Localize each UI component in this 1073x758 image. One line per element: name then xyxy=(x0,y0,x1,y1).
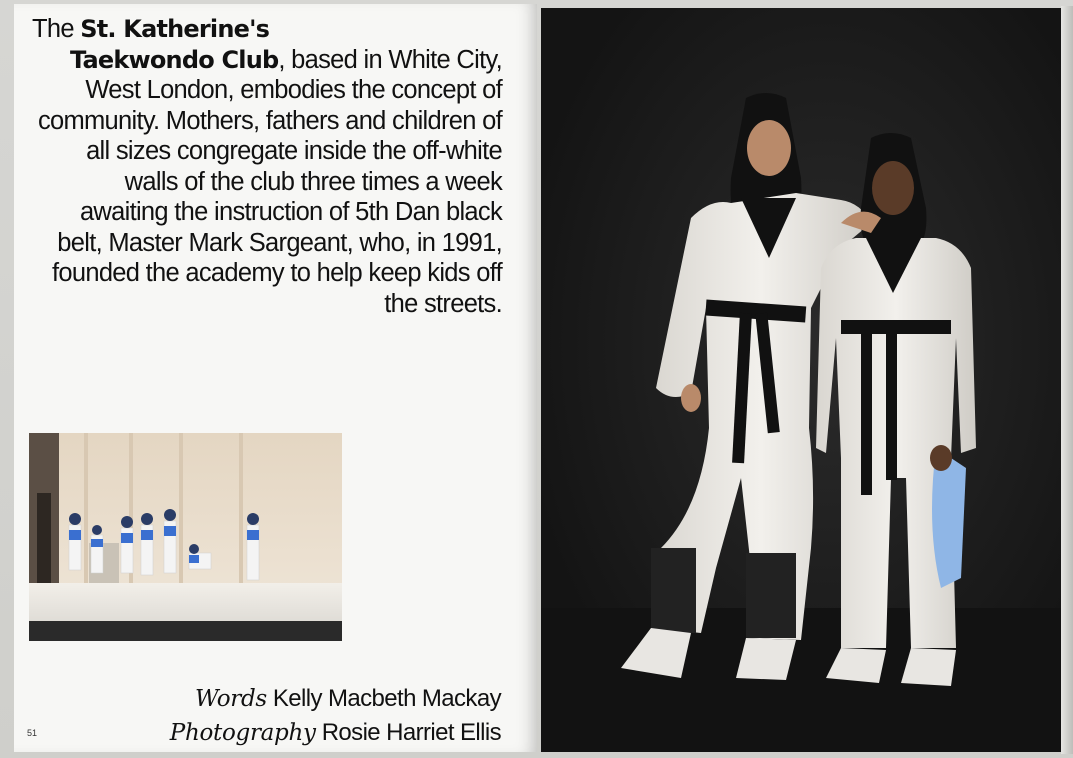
article-intro xyxy=(32,14,502,319)
page-edge xyxy=(1061,6,1073,754)
right-page-photo xyxy=(541,8,1061,752)
intro-body: , based in White City, West London, embodies the concept of community. Mothers, fathers and children of all sizes congregate inside the off-white walls of the club three times a week awaiting the instruction of 5th Dan black belt, Master Mark Sargeant, who, in 1991, founded the academy to help keep kids off the streets. xyxy=(37,45,502,318)
class-photo-illustration xyxy=(29,433,342,641)
portrait-photo xyxy=(541,8,1061,752)
photography-label: Photography xyxy=(169,720,316,746)
words-name: Kelly Macbeth Mackay xyxy=(272,685,501,712)
words-label: Words xyxy=(194,686,267,712)
club-name-line2: Taekwondo Club xyxy=(69,45,279,74)
article-credits xyxy=(170,682,501,750)
club-name-line1: St. Katherine's xyxy=(80,15,270,43)
class-photo xyxy=(29,433,342,641)
page-number: 51 xyxy=(27,728,38,738)
words-credit xyxy=(170,682,501,716)
left-page xyxy=(14,4,537,752)
intro-prefix: The xyxy=(32,15,81,43)
photography-credit xyxy=(170,716,501,750)
photography-name: Rosie Harriet Ellis xyxy=(321,719,501,746)
